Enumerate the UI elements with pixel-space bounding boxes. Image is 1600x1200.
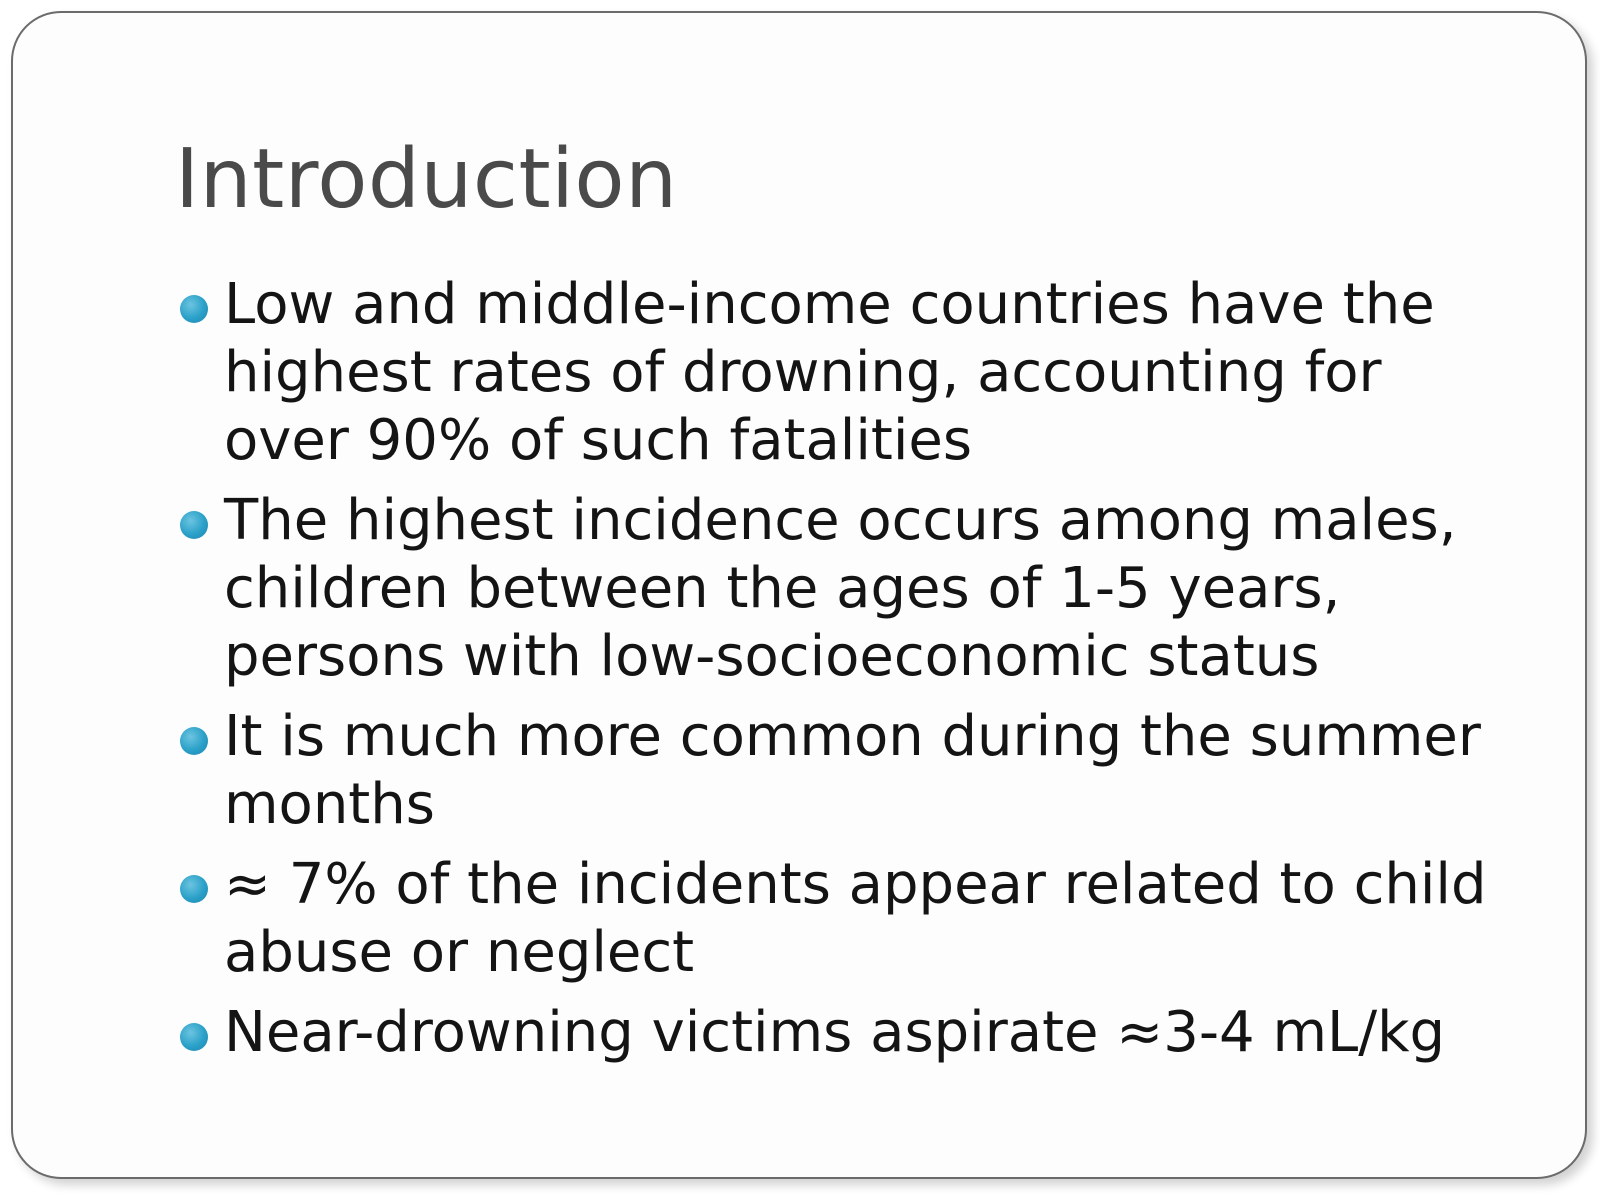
slide-title: Introduction xyxy=(175,132,678,227)
bullet-text: ≈ 7% of the incidents appear related to child abuse or neglect xyxy=(224,852,1487,985)
bullet-dot-icon xyxy=(180,511,208,539)
bullet-item xyxy=(177,487,1487,691)
bullet-dot-icon xyxy=(180,1023,208,1051)
bullet-text: Near-drowning victims aspirate ≈3-4 mL/kg xyxy=(224,1000,1446,1065)
bullet-text: The highest incidence occurs among males, children between the ages of 1-5 years, persons with low-socioeconomic status xyxy=(224,488,1457,689)
bullet-dot-icon xyxy=(180,875,208,903)
bullet-item xyxy=(177,999,1487,1067)
bullet-dot-icon xyxy=(180,295,208,323)
bullet-item xyxy=(177,271,1487,475)
bullet-list xyxy=(177,271,1487,1079)
bullet-text: Low and middle-income countries have the highest rates of drowning, accounting for over 90% of such fatalities xyxy=(224,272,1435,473)
slide xyxy=(11,11,1587,1179)
bullet-dot-icon xyxy=(180,727,208,755)
bullet-item xyxy=(177,703,1487,839)
bullet-item xyxy=(177,851,1487,987)
bullet-text: It is much more common during the summer months xyxy=(224,704,1481,837)
